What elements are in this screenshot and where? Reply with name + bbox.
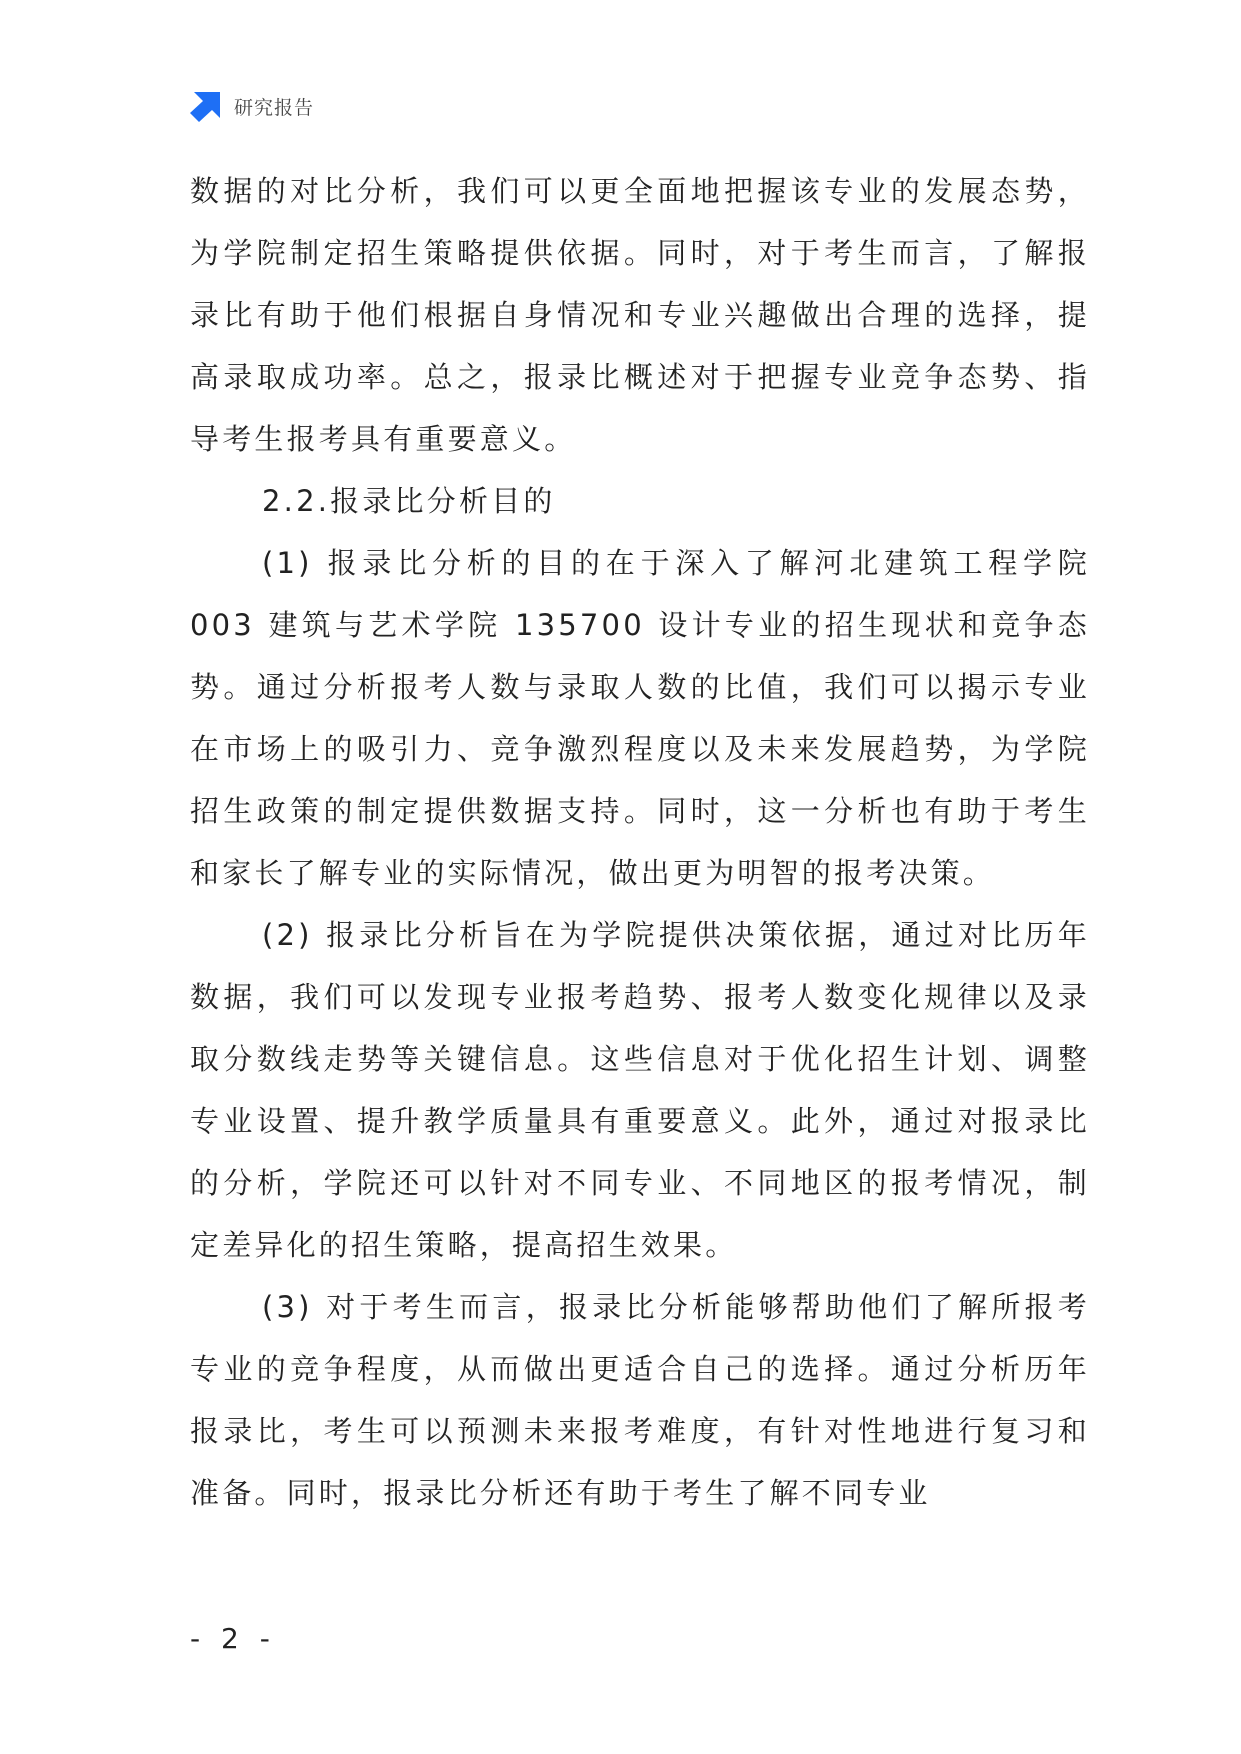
list-item-3: (3) 对于考生而言，报录比分析能够帮助他们了解所报考专业的竞争程度，从而做出更适合自己的选择。通过分析历年报录比，考生可以预测未来报考难度，有针对性地进行复习和准备。同时，报录比分析还有助于考生了解不同专业 bbox=[190, 1290, 1090, 1510]
page-header bbox=[190, 88, 314, 124]
list-item-1: (1) 报录比分析的目的在于深入了解河北建筑工程学院 003 建筑与艺术学院 135700 设计专业的招生现状和竞争态势。通过分析报考人数与录取人数的比值，我们可以揭示专业在市场上的吸引力、竞争激烈程度以及未来发展趋势，为学院招生政策的制定提供数据支持。同时，这一分析也有助于考生和家长了解专业的实际情况，做出更为明智的报考决策。 bbox=[190, 546, 1090, 890]
continued-paragraph: 数据的对比分析，我们可以更全面地把握该专业的发展态势，为学院制定招生策略提供依据。同时，对于考生而言，了解报录比有助于他们根据自身情况和专业兴趣做出合理的选择，提高录取成功率。总之，报录比概述对于把握专业竞争态势、指导考生报考具有重要意义。 bbox=[190, 174, 1090, 456]
document-body bbox=[190, 160, 1090, 1524]
page-number: - 2 - bbox=[190, 1622, 276, 1655]
header-title: 研究报告 bbox=[234, 96, 315, 119]
list-item-2: (2) 报录比分析旨在为学院提供决策依据，通过对比历年数据，我们可以发现专业报考趋势、报考人数变化规律以及录取分数线走势等关键信息。这些信息对于优化招生计划、调整专业设置、提升教学质量具有重要意义。此外，通过对报录比的分析，学院还可以针对不同专业、不同地区的报考情况，制定差异化的招生策略，提高招生效果。 bbox=[190, 918, 1090, 1262]
arrow-up-right-icon bbox=[190, 90, 222, 122]
section-heading: 2.2.报录比分析目的 bbox=[262, 484, 556, 518]
